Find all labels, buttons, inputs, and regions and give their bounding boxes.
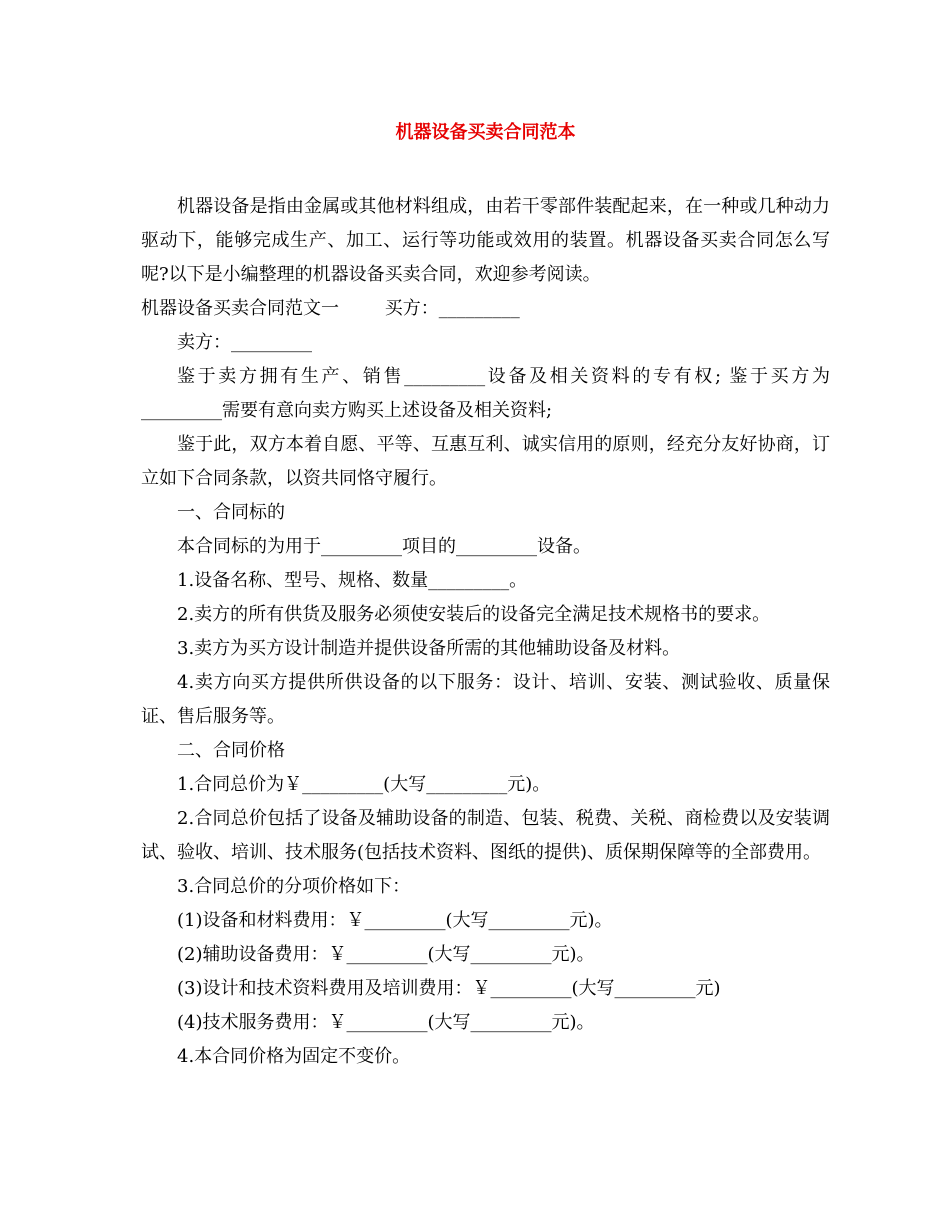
paragraph: (1)设备和材料费用：￥_________(大写_________元)。 (177, 910, 613, 931)
document-title: 机器设备买卖合同范本 (395, 122, 576, 143)
paragraph: 4.卖方向买方提供所供设备的以下服务：设计、培训、安装、测试验收、质量保证、售后服务等。 (141, 672, 830, 727)
paragraph: 鉴于此，双方本着自愿、平等、互惠互利、诚实信用的原则，经充分友好协商，订立如下合同条款，以资共同恪守履行。 (141, 434, 830, 489)
document-body (141, 190, 830, 1074)
paragraph: 二、合同价格 (177, 740, 285, 761)
paragraph: 4.本合同价格为固定不变价。 (177, 1046, 411, 1067)
paragraph: 一、合同标的 (177, 502, 285, 523)
paragraph: 卖方：_________ (177, 332, 312, 353)
paragraph: (3)设计和技术资料费用及培训费用：￥_________(大写_________元) (177, 978, 721, 999)
paragraph: 1.合同总价为￥_________(大写_________元)。 (177, 774, 551, 795)
paragraph: 1.设备名称、型号、规格、数量_________。 (177, 570, 528, 591)
paragraph: 鉴于卖方拥有生产、销售_________设备及相关资料的专有权; 鉴于买方为_________需要有意向卖方购买上述设备及相关资料; (141, 366, 830, 421)
paragraph: 机器设备是指由金属或其他材料组成，由若干零部件装配起来，在一种或几种动力驱动下，能够完成生产、加工、运行等功能或效用的装置。机器设备买卖合同怎么写呢?以下是小编整理的机器设备买卖合同，欢迎参考阅读。 (141, 196, 830, 285)
paragraph: (4)技术服务费用：￥_________(大写_________元)。 (177, 1012, 595, 1033)
paragraph: 机器设备买卖合同范文一 买方：_________ (141, 298, 520, 319)
paragraph: 3.卖方为买方设计制造并提供设备所需的其他辅助设备及材料。 (177, 638, 681, 659)
paragraph: 3.合同总价的分项价格如下： (177, 876, 411, 897)
paragraph: 2.合同总价包括了设备及辅助设备的制造、包装、税费、关税、商检费以及安装调试、验收、培训、技术服务(包括技术资料、图纸的提供)、质保期保障等的全部费用。 (141, 808, 830, 863)
paragraph: 2.卖方的所有供货及服务必须使安装后的设备完全满足技术规格书的要求。 (177, 604, 771, 625)
paragraph: (2)辅助设备费用：￥_________(大写_________元)。 (177, 944, 595, 965)
paragraph: 本合同标的为用于_________项目的_________设备。 (177, 536, 591, 557)
